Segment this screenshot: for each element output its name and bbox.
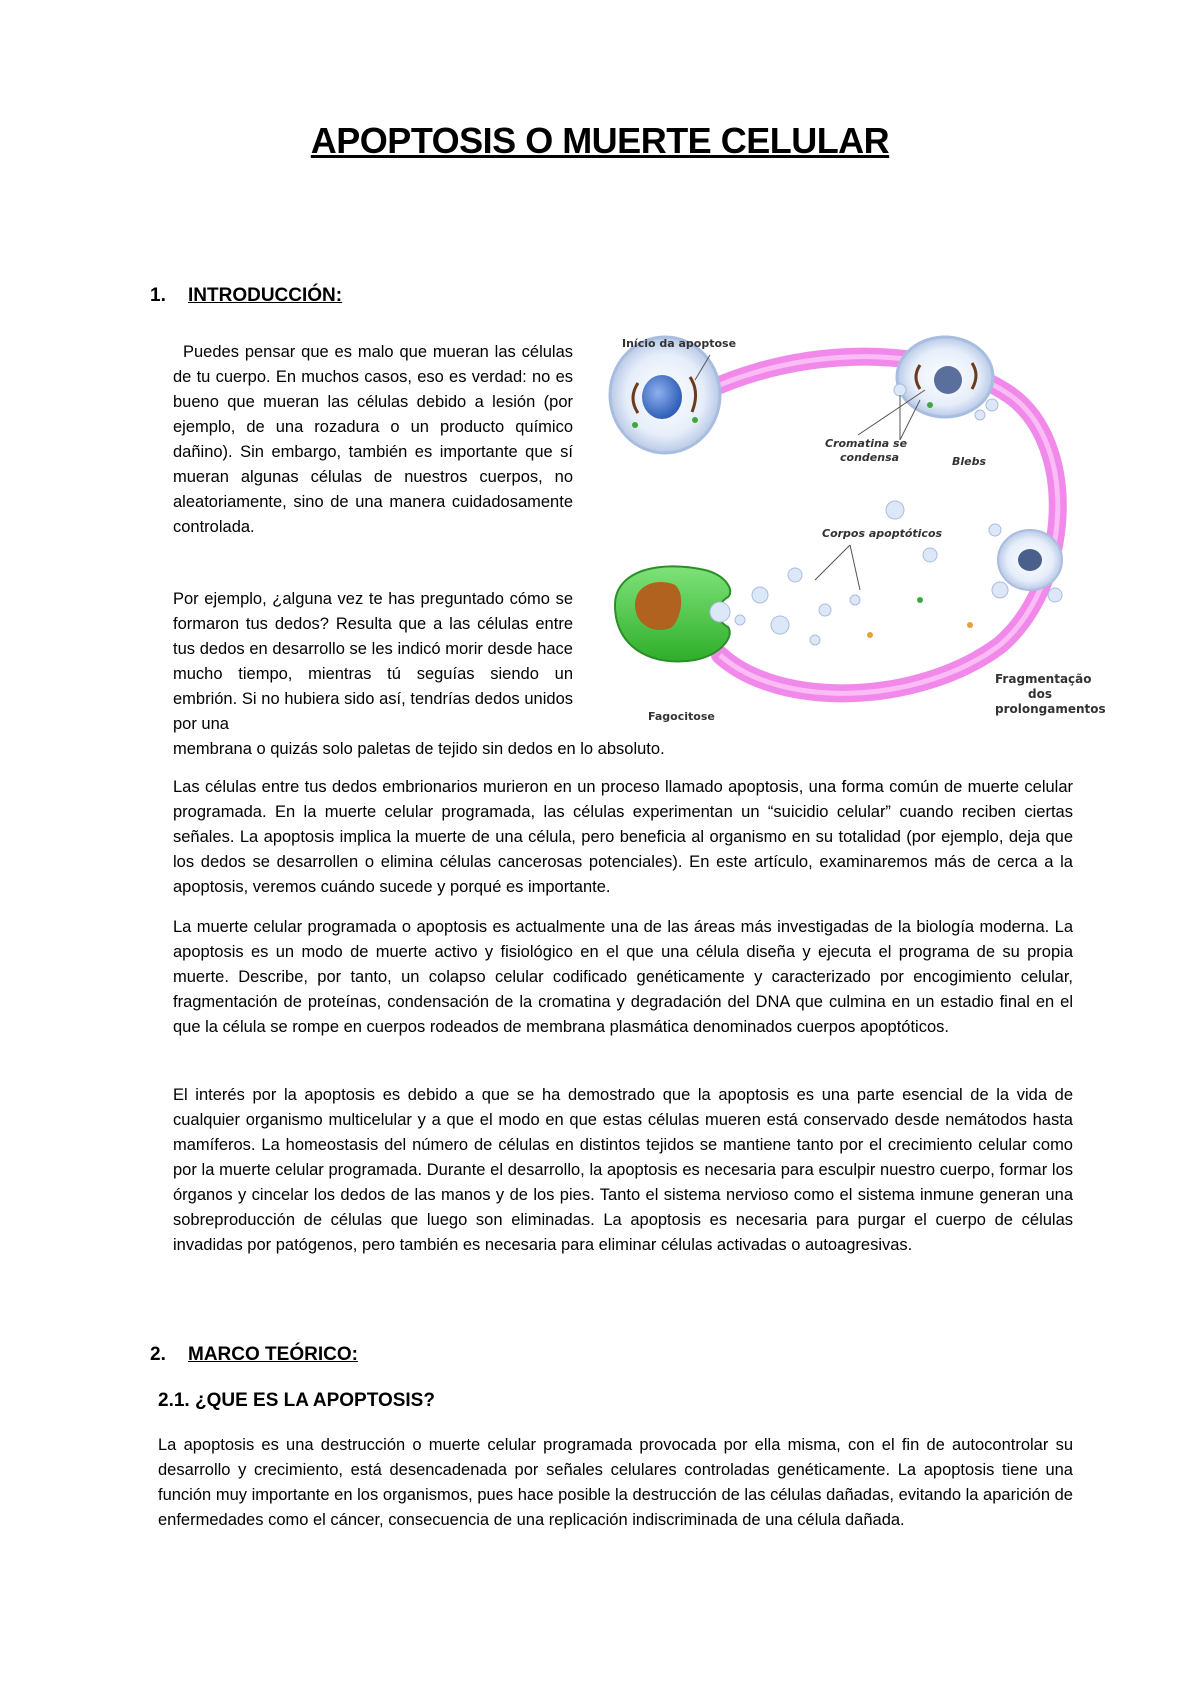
label-cromatina-2: condensa [840, 451, 900, 464]
section-heading-introduccion [150, 285, 342, 307]
initial-cell [610, 337, 720, 453]
section-number: 2. [150, 1344, 166, 1365]
phagocyte-cell [615, 566, 730, 661]
label-frag-1: Fragmentação [995, 672, 1092, 686]
label-frag-2: dos [1028, 687, 1052, 701]
condensing-cell [894, 337, 998, 420]
paragraph-intro-2: Por ejemplo, ¿alguna vez te has preguntado cómo se formaron tus dedos? Resulta que a las células entre tus dedos en desarrollo se les indicó morir desde hace mucho tiempo, mientras tú seguías siendo un embrión. Si no hubiera sido así, tendrías dedos unidos por una [173, 590, 573, 733]
label-fagocitose: Fagocitose [648, 710, 715, 723]
apoptosis-diagram [600, 335, 1106, 735]
paragraph-intro-4: La muerte celular programada o apoptosis es actualmente una de las áreas más investigadas de la biología moderna. La apoptosis es un modo de muerte activo y fisiológico en el que una célula diseña y ejecuta el programa de su propia muerte. Describe, por tanto, un colapso celular codificado genéticamente y caracterizado por encogimiento celular, fragmentación de proteínas, condensación de la cromatina y degradación del DNA que culmina en un estadio final en el que la célula se rompe en cuerpos rodeados de membrana plasmática denominados cuerpos apoptóticos. [173, 918, 1073, 1036]
apoptotic-bodies [735, 501, 973, 645]
section-title: INTRODUCCIÓN: [188, 285, 343, 306]
subsection-heading-que-es: 2.1. ¿QUE ES LA APOPTOSIS? [158, 1390, 435, 1411]
paragraph-intro-1: Puedes pensar que es malo que mueran las células de tu cuerpo. En muchos casos, eso es verdad: no es bueno que mueran las células debido a lesión (por ejemplo, de una rozadura o un producto químico dañino). Sin embargo, también es importante que sí mueran algunas células de nuestros cuerpos, no aleatoriamente, sino de una manera cuidadosamente controlada. [173, 343, 573, 536]
label-frag-3: prolongamentos [995, 702, 1106, 716]
label-blebs: Blebs [952, 455, 987, 468]
label-cromatina-1: Cromatina se [825, 437, 908, 450]
paragraph-definicion: La apoptosis es una destrucción o muerte celular programada provocada por ella misma, con el fin de autocontrolar su desarrollo y crecimiento, está desencadenada por señales celulares controladas genéticamente. La apoptosis tiene una función muy importante en los organismos, pues hace posible la destrucción de las células dañadas, evitando la aparición de enfermedades como el cáncer, consecuencia de una replicación indiscriminada de una célula dañada. [158, 1436, 1073, 1529]
document-title: APOPTOSIS O MUERTE CELULAR [310, 120, 890, 161]
paragraph-intro-2-end: membrana o quizás solo paletas de tejido sin dedos en lo absoluto. [173, 740, 665, 758]
label-corpos: Corpos apoptóticos [822, 527, 943, 540]
label-inicio: Início da apoptose [622, 337, 737, 350]
section-heading-marco-teorico [150, 1344, 358, 1366]
paragraph-intro-3: Las células entre tus dedos embrionarios murieron en un proceso llamado apoptosis, una forma común de muerte celular programada. En la muerte celular programada, las células experimentan un “suicidio celular” cuando reciben ciertas señales. La apoptosis implica la muerte de una célula, pero beneficia al organismo en su totalidad (por ejemplo, deja que los dedos se desarrollen o elimina células cancerosas potenciales). En este artículo, examinaremos más de cerca a la apoptosis, veremos cuándo sucede y porqué es importante. [173, 778, 1073, 896]
section-number: 1. [150, 285, 166, 306]
section-title: MARCO TEÓRICO: [188, 1344, 358, 1365]
paragraph-intro-5: El interés por la apoptosis es debido a que se ha demostrado que la apoptosis es una parte esencial de la vida de cualquier organismo multicelular y a que el modo en que estas células mueren está conservado desde nemátodos hasta mamíferos. La homeostasis del número de células en distintos tejidos se mantiene tanto por el crecimiento celular como por la muerte celular programada. Durante el desarrollo, la apoptosis es necesaria para esculpir nuestro cuerpo, formar los órganos y cincelar los dedos de las manos y de los pies. Tanto el sistema nervioso como el sistema inmune generan una sobreproducción de células que luego son eliminadas. La apoptosis es necesaria para purgar el cuerpo de células invadidas por patógenos, pero también es necesaria para eliminar células activadas o autoagresivas. [173, 1086, 1073, 1254]
